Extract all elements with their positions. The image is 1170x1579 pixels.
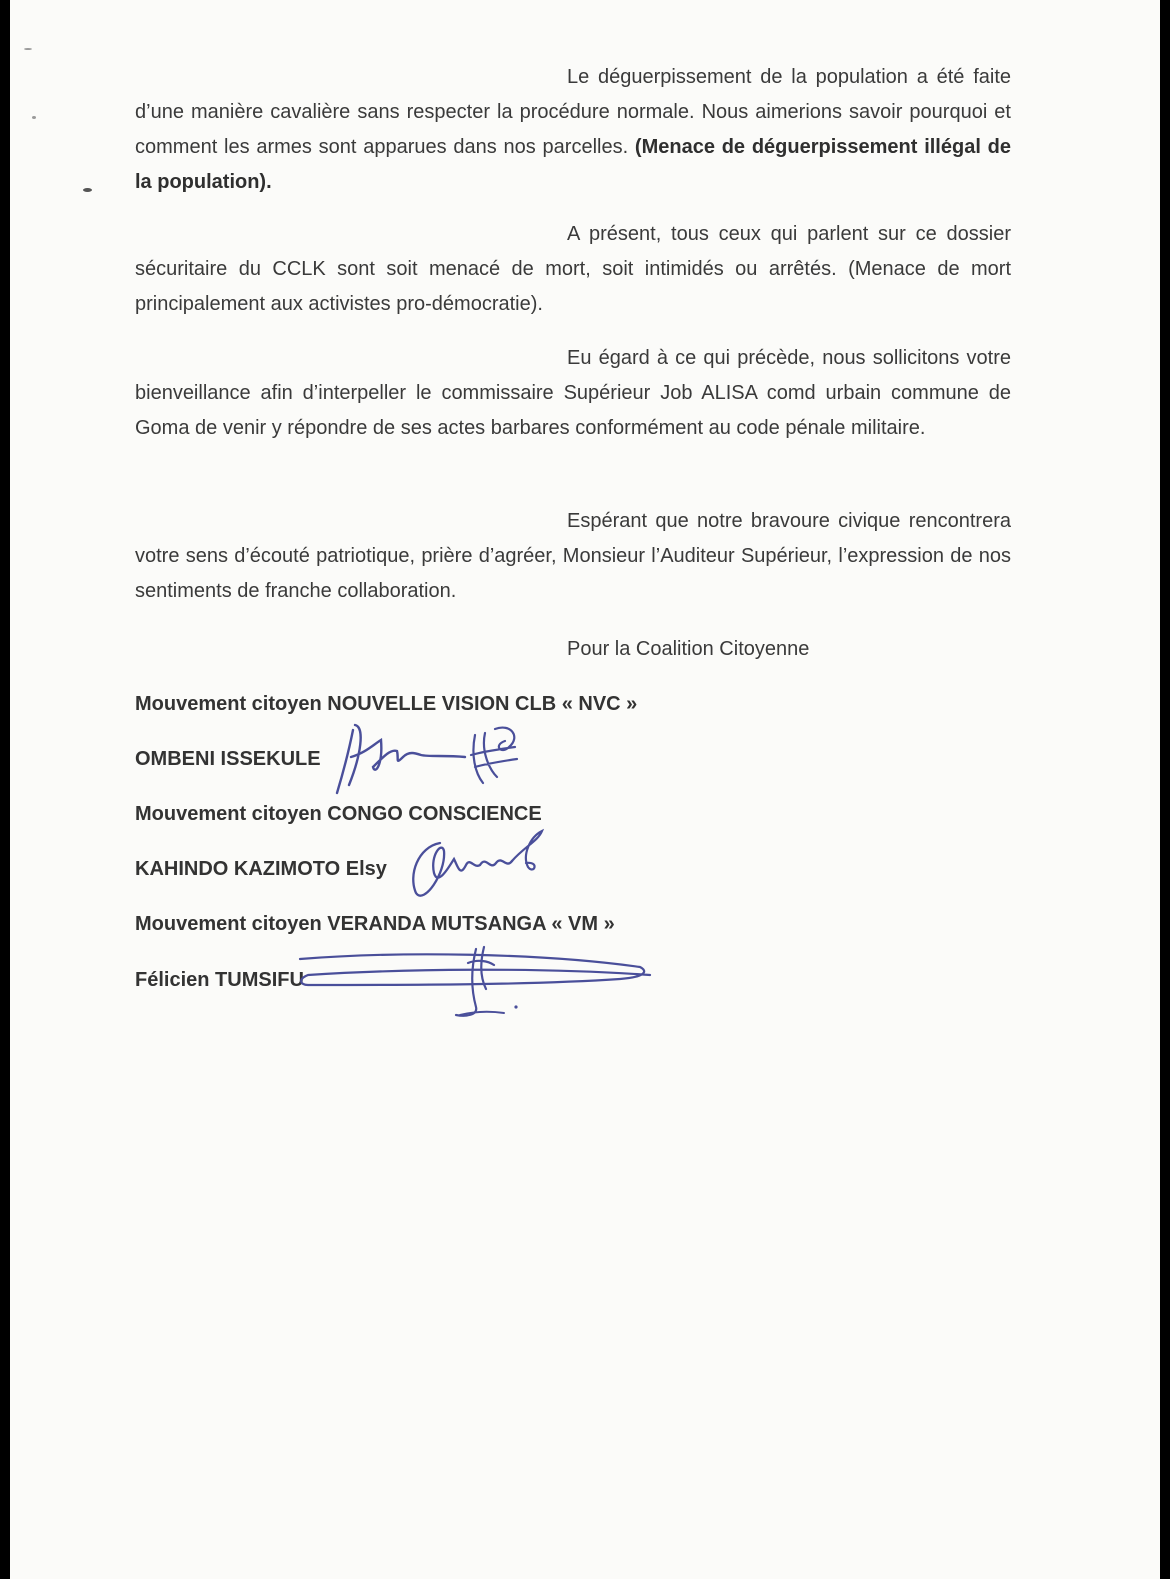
paragraph-4 — [135, 504, 1011, 609]
scan-speck — [32, 116, 36, 119]
scan-speck — [24, 48, 32, 50]
paragraph-1-text: Le déguerpissement de la population a été faite d’une manière cavalière sans respecter la procédure normale. Nous aimerions savoir pourquoi et comment les armes sont apparues dans nos parcelles. — [135, 66, 1011, 158]
signature-3-icon — [280, 945, 660, 1025]
scan-speck — [83, 188, 92, 192]
paragraph-1 — [135, 60, 1011, 200]
signature-2-icon — [400, 825, 550, 910]
signatory-1-name: OMBENI ISSEKULE — [135, 748, 321, 770]
paragraph-2 — [135, 217, 1011, 322]
signature-1-icon — [325, 715, 535, 800]
paragraph-4-text: Espérant que notre bravoure civique rencontrera votre sens d’écouté patriotique, prière d’agréer, Monsieur l’Auditeur Supérieur, l’expression de nos sentiments de franche collaboration. — [135, 510, 1011, 602]
closing-line: Pour la Coalition Citoyenne — [567, 638, 810, 660]
signatory-3-name: Félicien TUMSIFU — [135, 969, 304, 991]
paragraph-1-bold-note: (Menace de déguerpissement illégal de la population). — [135, 136, 1011, 193]
signatory-1-movement: Mouvement citoyen NOUVELLE VISION CLB « NVC » — [135, 693, 638, 715]
paragraph-2-text: A présent, tous ceux qui parlent sur ce dossier sécuritaire du CCLK sont soit menacé de mort, soit intimidés ou arrêtés. (Menace de mort principalement aux activistes pro-démocratie). — [135, 223, 1011, 315]
signatory-3-movement: Mouvement citoyen VERANDA MUTSANGA « VM » — [135, 913, 615, 935]
signatory-2-name: KAHINDO KAZIMOTO Elsy — [135, 858, 387, 880]
signatory-2-movement: Mouvement citoyen CONGO CONSCIENCE — [135, 803, 542, 825]
document-page — [10, 0, 1160, 1579]
paragraph-3 — [135, 341, 1011, 446]
paragraph-3-text: Eu égard à ce qui précède, nous sollicitons votre bienveillance afin d’interpeller le commissaire Supérieur Job ALISA comd urbain commune de Goma de venir y répondre de ses actes barbares conformément au code pénale militaire. — [135, 347, 1011, 439]
